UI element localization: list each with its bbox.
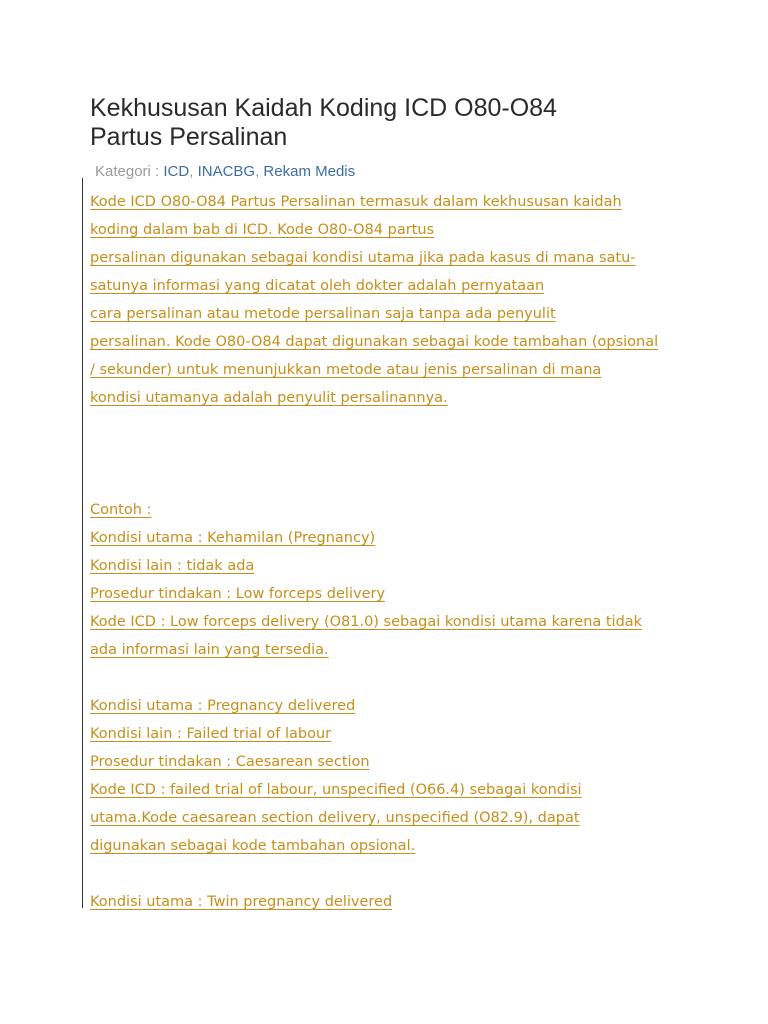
- example-line[interactable]: utama.Kode caesarean section delivery, unspecified (O82.9), dapat: [90, 810, 580, 826]
- spacer: [90, 860, 730, 888]
- page-title: [90, 94, 557, 152]
- category-link-icd[interactable]: ICD: [163, 163, 190, 180]
- page-title-line-1: Kekhususan Kaidah Koding ICD O80-O84: [90, 94, 557, 122]
- category-link-inacbg[interactable]: INACBG: [197, 163, 256, 180]
- example-heading[interactable]: Contoh :: [90, 502, 152, 518]
- article-body: [90, 188, 730, 916]
- intro-line[interactable]: Kode ICD O80-O84 Partus Persalinan termasuk dalam kekhususan kaidah: [90, 194, 622, 210]
- category-link-rekam-medis[interactable]: Rekam Medis: [263, 163, 356, 180]
- intro-line[interactable]: persalinan. Kode O80-O84 dapat digunakan sebagai kode tambahan (opsional: [90, 334, 659, 350]
- example-line[interactable]: digunakan sebagai kode tambahan opsional.: [90, 838, 416, 854]
- example-3: [90, 888, 730, 916]
- example-1: [90, 496, 730, 664]
- example-line[interactable]: Prosedur tindakan : Caesarean section: [90, 754, 370, 770]
- left-border-line: [82, 178, 83, 908]
- intro-paragraph: [90, 188, 730, 412]
- example-line[interactable]: Kode ICD : failed trial of labour, unspecified (O66.4) sebagai kondisi: [90, 782, 582, 798]
- example-line[interactable]: Prosedur tindakan : Low forceps delivery: [90, 586, 386, 602]
- category-label: Kategori :: [95, 163, 164, 180]
- example-line[interactable]: ada informasi lain yang tersedia.: [90, 642, 329, 658]
- example-line[interactable]: Kondisi lain : Failed trial of labour: [90, 726, 332, 742]
- example-line[interactable]: Kondisi utama : Kehamilan (Pregnancy): [90, 530, 376, 546]
- intro-line[interactable]: / sekunder) untuk menunjukkan metode atau jenis persalinan di mana: [90, 362, 602, 378]
- example-2: [90, 692, 730, 860]
- category-bar: [95, 162, 355, 182]
- spacer: [90, 468, 730, 496]
- example-line[interactable]: Kode ICD : Low forceps delivery (O81.0) sebagai kondisi utama karena tidak: [90, 614, 643, 630]
- category-separator: ,: [255, 163, 264, 180]
- intro-line[interactable]: kondisi utamanya adalah penyulit persalinannya.: [90, 390, 448, 406]
- spacer: [90, 412, 730, 440]
- page-title-line-2: Partus Persalinan: [90, 123, 288, 151]
- example-line[interactable]: Kondisi utama : Twin pregnancy delivered: [90, 894, 393, 910]
- intro-line[interactable]: koding dalam bab di ICD. Kode O80-O84 partus: [90, 222, 435, 238]
- spacer: [90, 440, 730, 468]
- example-line[interactable]: Kondisi utama : Pregnancy delivered: [90, 698, 356, 714]
- intro-line[interactable]: satunya informasi yang dicatat oleh dokter adalah pernyataan: [90, 278, 545, 294]
- category-separator: ,: [189, 163, 198, 180]
- intro-line[interactable]: cara persalinan atau metode persalinan saja tanpa ada penyulit: [90, 306, 556, 322]
- spacer: [90, 664, 730, 692]
- example-line[interactable]: Kondisi lain : tidak ada: [90, 558, 255, 574]
- intro-line[interactable]: persalinan digunakan sebagai kondisi utama jika pada kasus di mana satu-: [90, 250, 636, 266]
